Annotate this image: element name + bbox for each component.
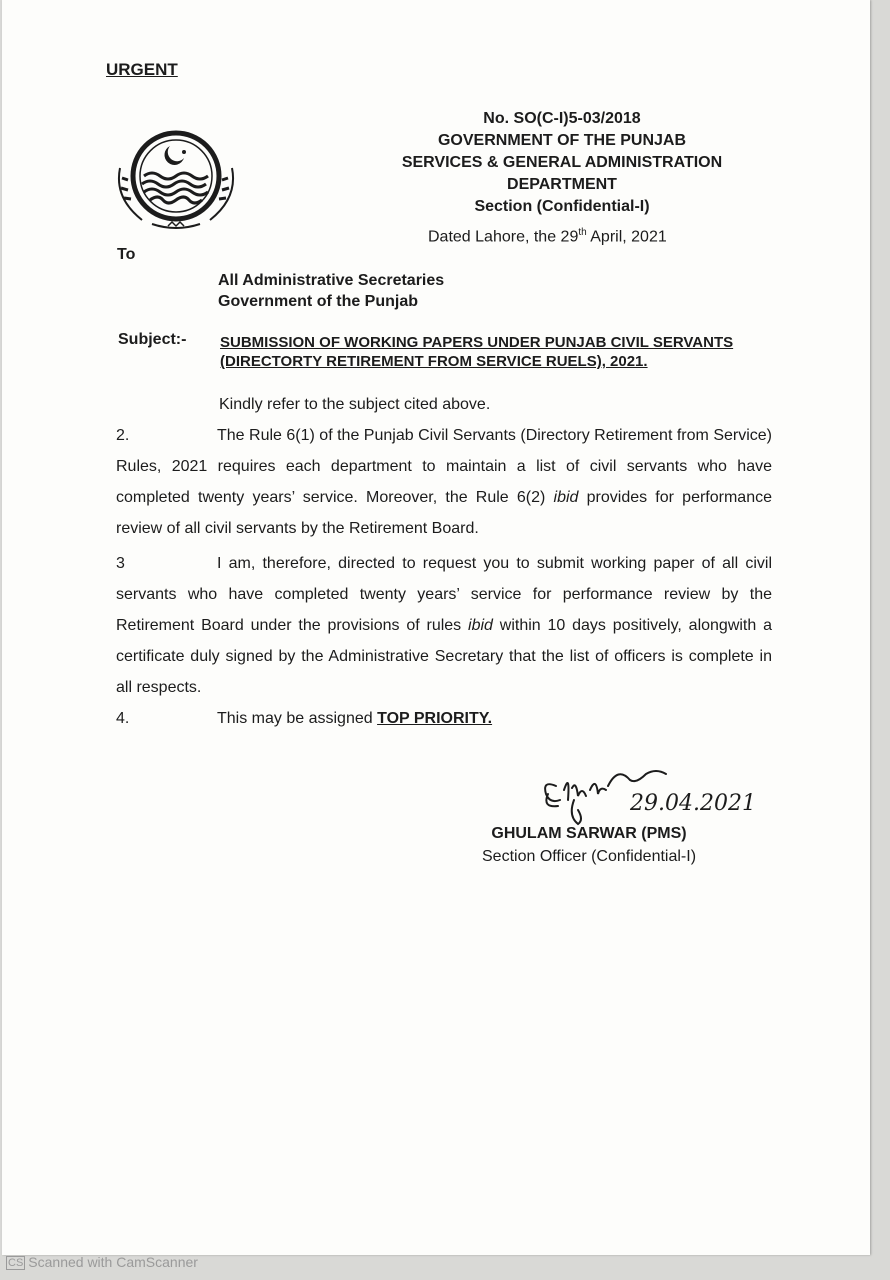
- addressee: All Administrative Secretaries Government of the Punjab: [218, 272, 445, 310]
- department-line-1: SERVICES & GENERAL ADMINISTRATION: [401, 154, 723, 171]
- camscanner-icon: CS: [8, 1257, 24, 1269]
- scanner-watermark: CS Scanned with CamScanner: [8, 1254, 198, 1270]
- subject-label: Subject:-: [118, 331, 187, 348]
- signatory-designation: Section Officer (Confidential-I): [482, 848, 697, 865]
- reference-number: No. SO(C-I)5-03/2018: [483, 110, 641, 127]
- paragraph-number: 3: [116, 555, 125, 572]
- date-line: Dated Lahore, the 29th April, 2021: [428, 227, 667, 246]
- department-line-2: DEPARTMENT: [507, 176, 617, 193]
- paragraph-number: 4.: [116, 710, 130, 727]
- signature-date: 29.04.2021: [630, 791, 756, 816]
- document-page: [2, 0, 870, 1255]
- letterhead: [392, 108, 732, 218]
- paragraph-1: Kindly refer to the subject cited above.: [219, 396, 491, 413]
- government-name: GOVERNMENT OF THE PUNJAB: [437, 132, 686, 149]
- signatory-name: GHULAM SARWAR (PMS): [491, 825, 687, 842]
- paragraph-4: 4. This may be assigned TOP PRIORITY.: [116, 703, 772, 734]
- punjab-emblem-logo: [112, 128, 242, 238]
- paragraph-number: 2.: [116, 427, 130, 444]
- signature-block: [482, 822, 696, 868]
- subject-text: SUBMISSION OF WORKING PAPERS UNDER PUNJAB CIVIL SERVANTS (DIRECTORTY RETIREMENT FROM SERVICE RUELS), 2021.: [220, 334, 734, 370]
- urgent-label: URGENT: [106, 60, 178, 79]
- to-label: To: [117, 246, 136, 263]
- paragraph-3: 3 I am, therefore, directed to request you to submit working paper of all civil servants who have completed twenty years’ service for performance review by the Retirement Board under the provisions of rules ibid within 10 days positively, alongwith a certificate duly signed by the Administrative Secretary that the list of officers is complete in all respects.: [116, 548, 772, 703]
- section-name: Section (Confidential-I): [474, 198, 650, 215]
- paragraph-2: 2. The Rule 6(1) of the Punjab Civil Servants (Directory Retirement from Service) Rules, 2021 requires each department to maintain a list of civil servants who have completed twenty years’ service. Moreover, the Rule 6(2) ibid provides for performance review of all civil servants by the Retirement Board.: [116, 420, 772, 544]
- top-priority-text: TOP PRIORITY.: [377, 710, 493, 727]
